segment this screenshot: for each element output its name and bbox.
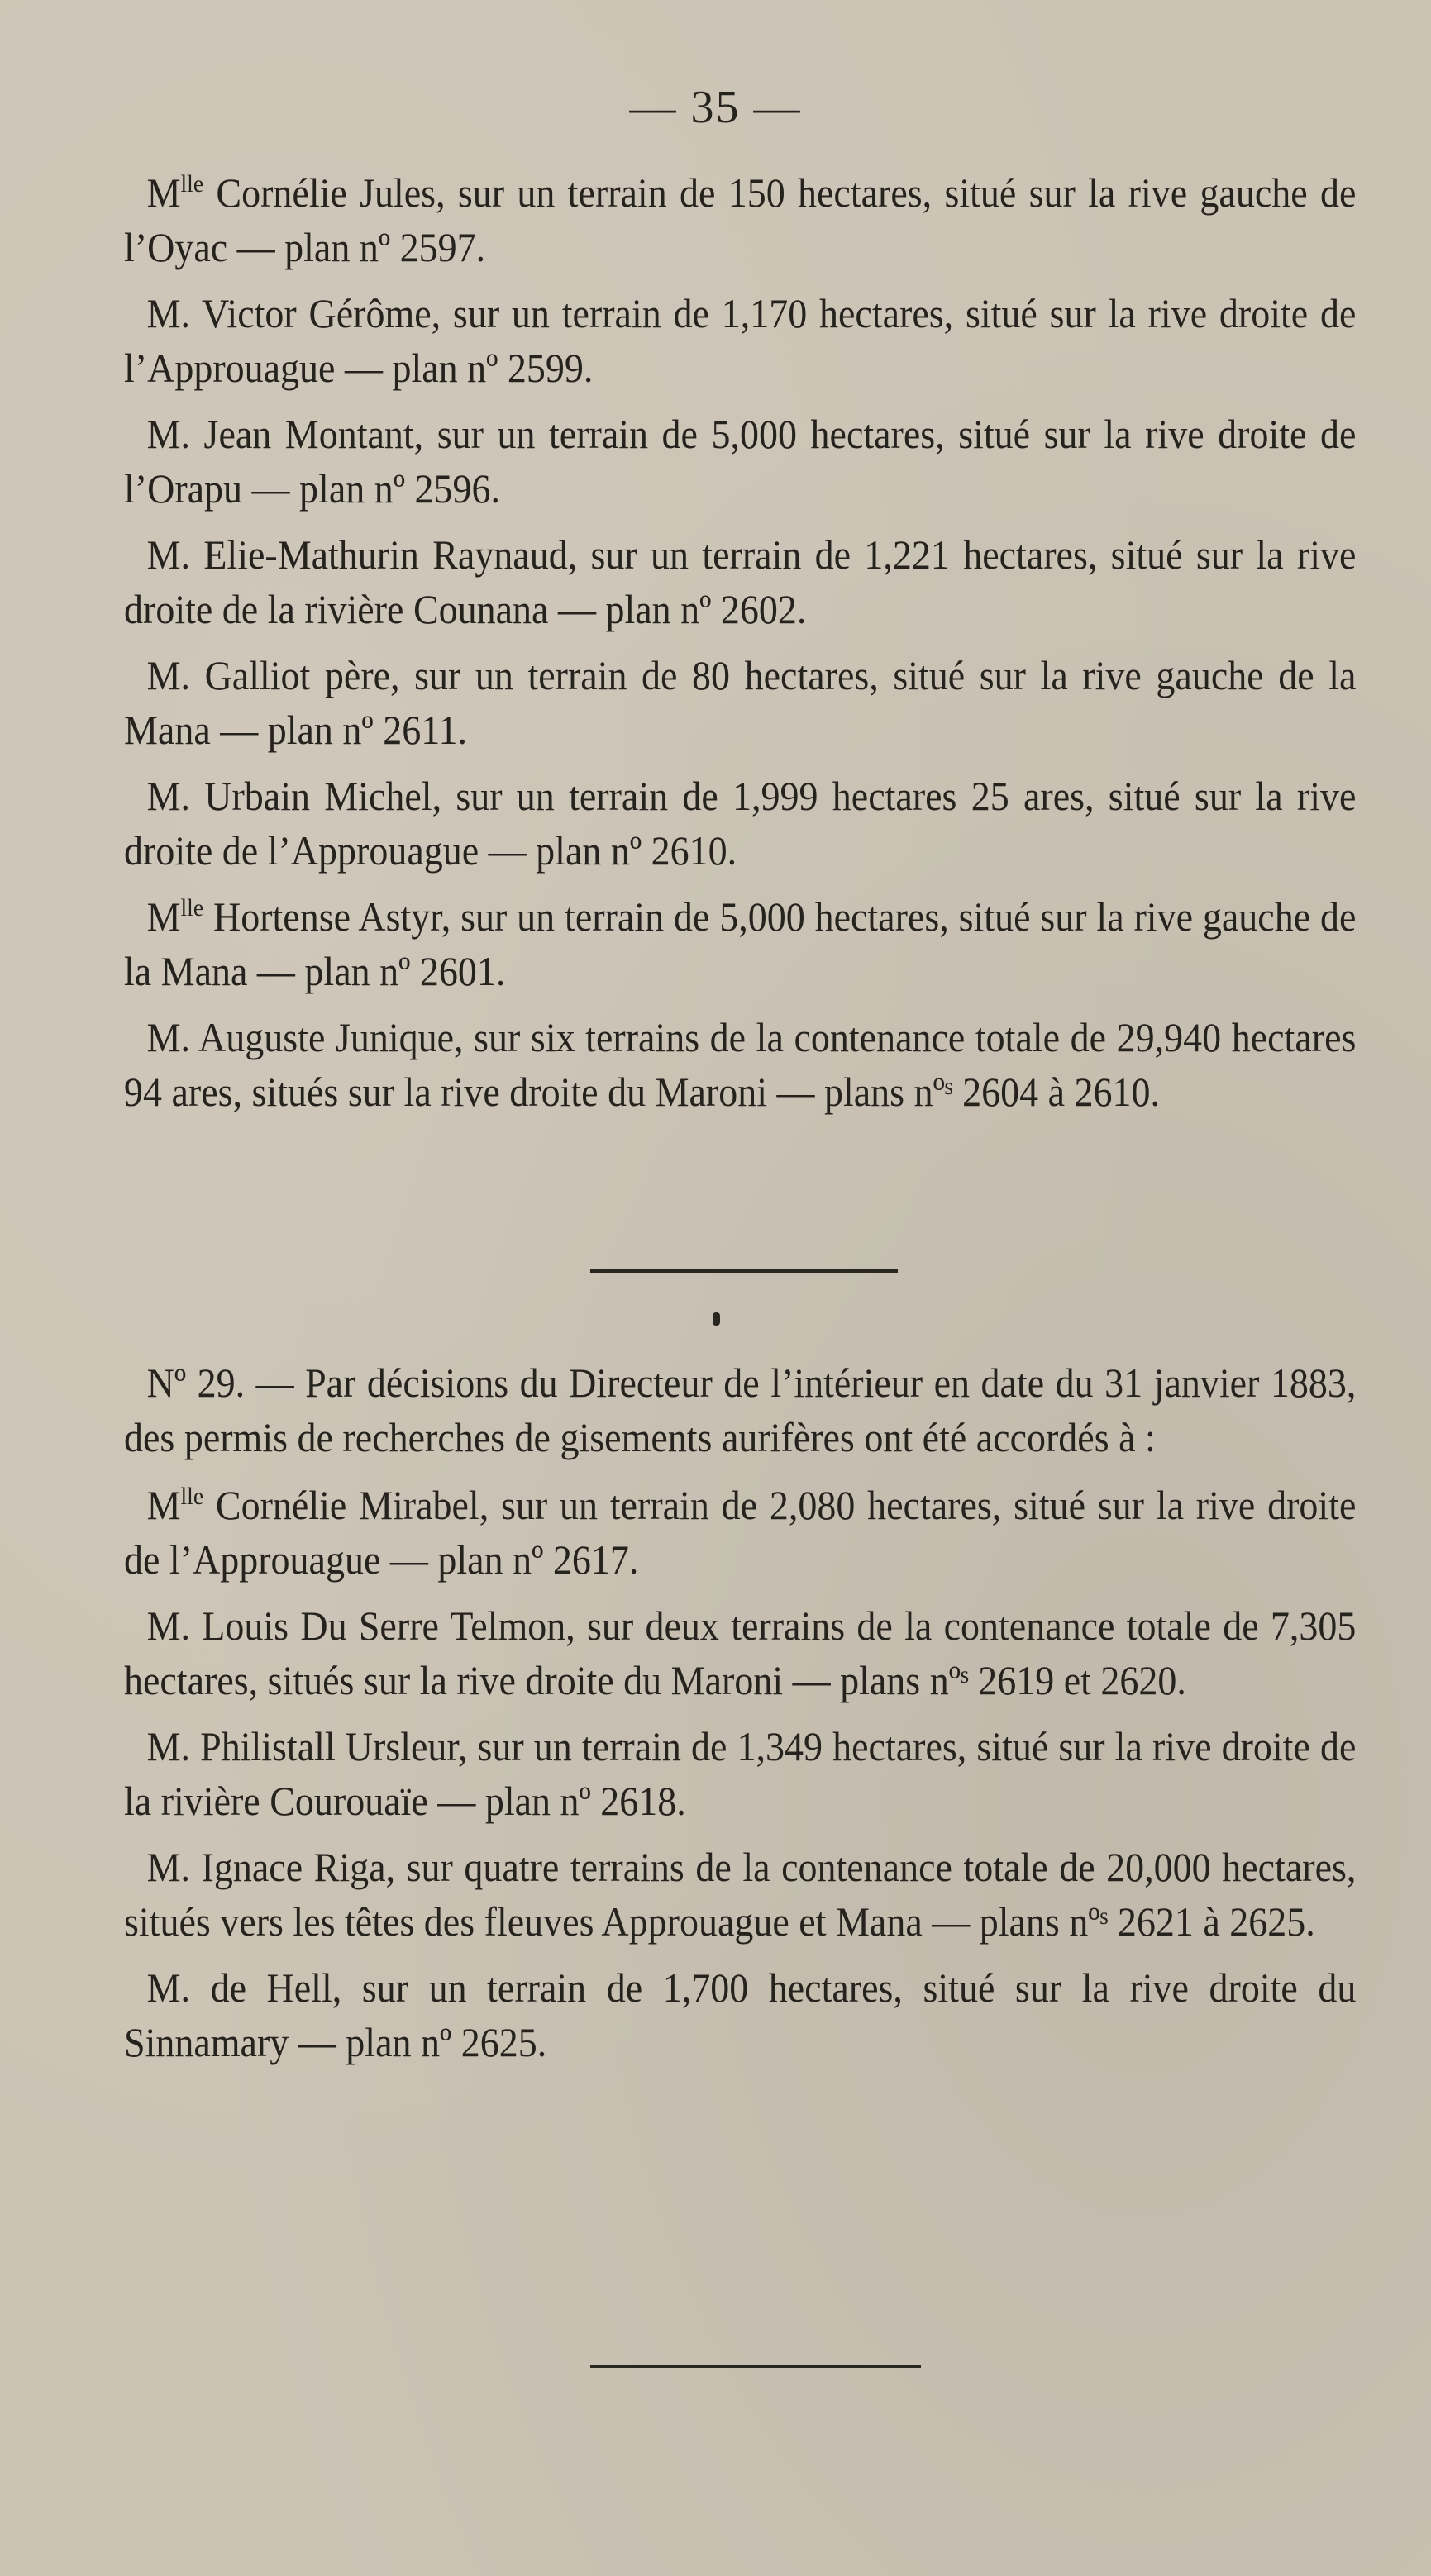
permit-entry: M. Louis Du Serre Telmon, sur deux terrains de la contenance totale de 7,305 hectares, situés sur la rive droite du Maroni — plans nºˢ 2619 et 2620. xyxy=(124,1602,1357,1703)
permit-entry: M. Ignace Riga, sur quatre terrains de la contenance totale de 20,000 hectares, situés vers les têtes des fleuves Approuague et Mana — plans nºˢ 2621 à 2625. xyxy=(124,1844,1357,1945)
permit-entry: M. Urbain Michel, sur un terrain de 1,999 hectares 25 ares, situé sur la rive droite de l’Approuague — plan nº 2610. xyxy=(124,773,1357,874)
permit-entry: $M^{lle}$ Cornélie Jules, sur un terrain de 150 hectares, situé sur la rive gauche de l’Oyac — plan nº 2597. xyxy=(124,169,1357,270)
permit-entry: M. Elie-Mathurin Raynaud, sur un terrain de 1,221 hectares, situé sur la rive droite de la rivière Counana — plan nº 2602. xyxy=(124,531,1357,632)
section-divider xyxy=(590,1269,898,1273)
permit-entry: M. Auguste Junique, sur six terrains de la contenance totale de 29,940 hectares 94 ares, situés sur la rive droite du Maroni — plans nºˢ 2604 à 2610. xyxy=(124,1014,1357,1115)
ink-mark xyxy=(713,1312,720,1326)
page-number: — 35 — xyxy=(629,82,802,133)
end-divider xyxy=(590,2365,921,2368)
permit-entry: M. Galliot père, sur un terrain de 80 hectares, situé sur la rive gauche de la Mana — plan nº 2611. xyxy=(124,652,1357,753)
permit-entry: M. de Hell, sur un terrain de 1,700 hectares, situé sur la rive droite du Sinnamary — plan nº 2625. xyxy=(124,1964,1357,2065)
permit-entry: $M^{lle}$ Cornélie Mirabel, sur un terrain de 2,080 hectares, situé sur la rive droite de l’Approuague — plan nº 2617. xyxy=(124,1482,1357,1583)
permit-entry: $M^{lle}$ Hortense Astyr, sur un terrain de 5,000 hectares, situé sur la rive gauche de la Mana — plan nº 2601. xyxy=(124,893,1357,994)
permit-list-section-1 xyxy=(124,165,1356,1131)
decision-paragraph: Nº 29. — Par décisions du Directeur de l’intérieur en date du 31 janvier 1883, des permis de recherches de gisements aurifères ont été accordés à : xyxy=(124,1359,1357,1460)
permit-entry: M. Jean Montant, sur un terrain de 5,000 hectares, situé sur la rive droite de l’Orapu — plan nº 2596. xyxy=(124,411,1357,512)
permit-list-section-2 xyxy=(124,1355,1356,2081)
permit-entry: M. Philistall Ursleur, sur un terrain de 1,349 hectares, situé sur la rive droite de la rivière Courouaïe — plan nº 2618. xyxy=(124,1723,1357,1824)
permit-entry: M. Victor Gérôme, sur un terrain de 1,170 hectares, situé sur la rive droite de l’Approuague — plan nº 2599. xyxy=(124,290,1357,391)
